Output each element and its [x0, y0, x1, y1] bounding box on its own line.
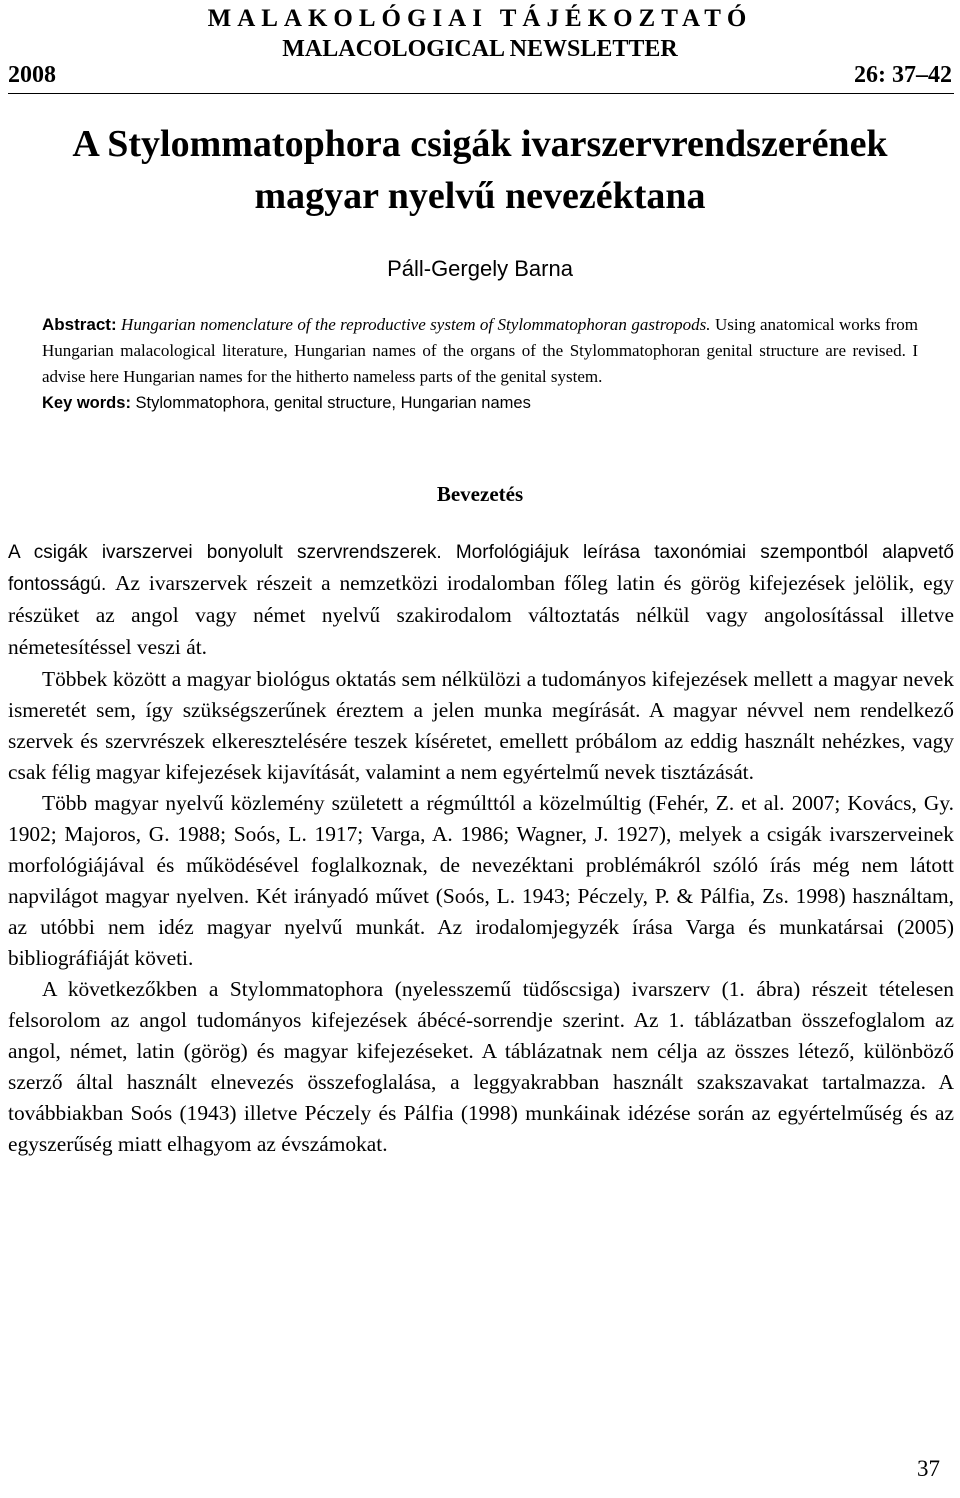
title-line-1: A Stylommatophora csigák ivarszervrendszerének [72, 123, 888, 165]
body-paragraph: Több magyar nyelvű közlemény született a régmúlttól a közelmúltig (Fehér, Z. et al. 2007; Kovács, Gy. 1902; Majoros, G. 1988; Soós, L. 1917; Varga, A. 1986; Wagner, J. 1927), melyek a csigák ivarszerveinek morfológiájával és működésével foglalkoznak, de nevezéktani problémákról szóló írás még nem látott napvilágot magyar nyelven. Két irányadó művet (Soós, L. 1943; Péczely, P. & Pálfia, Zs. 1998) használtam, az utóbbi nem idéz magyar nyelvű munkát. Az irodalomjegyzék írása Varga és munkatársai (2005) bibliográfiáját követi. [8, 791, 954, 970]
abstract-block [42, 312, 918, 416]
keywords-line [42, 390, 918, 416]
abstract-label: Abstract: [42, 315, 117, 334]
paragraph-text: A csigák ivarszervei bonyolult szervrendszerek. Morfológiájuk leírása taxonómiai szempontból alapvető fontosságú. [8, 542, 954, 595]
article-title [0, 118, 960, 222]
title-line-2: magyar nyelvű nevezéktana [254, 175, 706, 217]
body-paragraph: A következőkben a Stylommatophora (nyelesszemű tüdőscsiga) ivarszerv (1. ábra) részeit tételesen felsorolom az angol tudományos kifejezések ábécé-sorrendje szerint. Az 1. táblázatban összefoglalom az angol, német, latin (görög) és magyar kifejezéseket. A táblázatnak nem célja az összes létező, különböző szerző által használt elnevezés összefoglalása, a leggyakrabban használt szakszavakat tartalmazza. A továbbiakban Soós (1943) illetve Péczely és Pálfia (1998) munkáinak idézése során az egyértelműség és az egyszerűség miatt elhagyom az évszámokat. [8, 977, 954, 1156]
abstract-paragraph [42, 312, 918, 390]
section-heading: Bevezetés [436, 482, 524, 506]
body-paragraph [8, 538, 954, 664]
body-text [8, 538, 954, 1160]
keywords-label: Key words: [42, 394, 131, 412]
abstract-text: Using anatomical works from Hungarian malacological literature, Hungarian names of the organs of the Stylommatophoran genital structure are revised. I advise here Hungarian names for the hitherto nameless parts of the genital system. [42, 315, 919, 386]
publication-year: 2008 [8, 62, 56, 88]
keywords-text: Stylommatophora, genital structure, Hungarian names [135, 394, 531, 412]
paragraph-text: Az ivarszervek részeit a nemzetközi irodalomban főleg latin és görög kifejezések jelölik, egy részüket az angol vagy német nyelvű szakirodalom változtatás nélkül vagy angolosítással illetve németesítéssel veszi át. [8, 571, 955, 659]
journal-title-hungarian: MALAKOLÓGIAI TÁJÉKOZTATÓ [207, 5, 753, 32]
journal-title-english: MALACOLOGICAL NEWSLETTER [282, 36, 678, 62]
author-name: Páll-Gergely Barna [387, 256, 573, 281]
page-number: 37 [917, 1456, 940, 1481]
body-paragraph: Többek között a magyar biológus oktatás sem nélkülözi a tudományos kifejezések mellett a magyar nevek ismeretét sem, így szükségszerűnek éreztem a jelen munka megírását. A magyar névvel nem rendelkező szervek és szervrészek elkeresztelésére teszek kíséretet, emellett próbálom az eddig használt nehézkes, vagy csak félig magyar kifejezések kijavítását, valamint a nem egyértelmű nevek tisztázását. [8, 667, 954, 784]
abstract-english-title: Hungarian nomenclature of the reproductive system of Stylommatophoran gastropods. [121, 315, 711, 334]
header-rule [8, 93, 954, 94]
volume-pages: 26: 37–42 [854, 62, 952, 88]
